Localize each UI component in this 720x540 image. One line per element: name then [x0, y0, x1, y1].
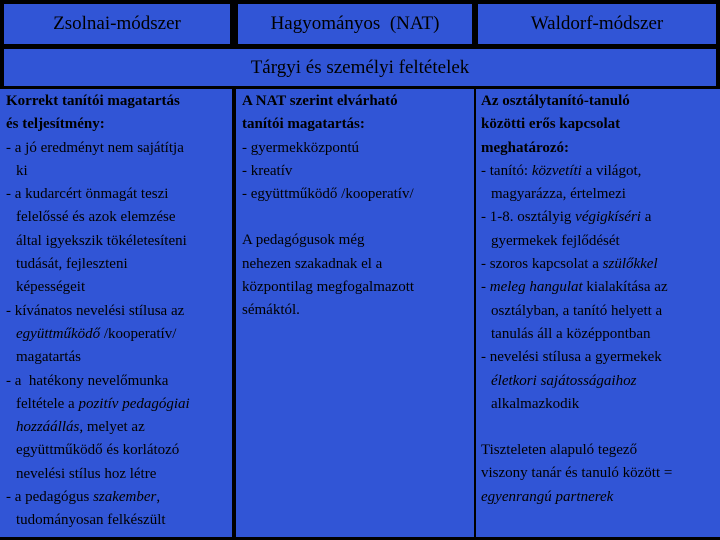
col1-line-4: felelőssé és azok elemzése	[16, 209, 176, 226]
col2-line-1: A NAT szerint elvárható	[242, 93, 398, 109]
col3-line-9-a: -	[481, 279, 490, 296]
col2-line-7: nehezen szakadnak el a	[242, 255, 383, 272]
col1-line-9-italic: együttműködő	[16, 325, 101, 342]
col3-line-6	[481, 206, 716, 229]
col3-line-10: osztályban, a tanító helyett a	[491, 302, 663, 319]
col2-line-8: központilag megfogalmazott	[242, 279, 415, 296]
col1-line-7: képességeit	[16, 279, 86, 296]
column-waldorf	[476, 89, 720, 537]
col1-line-2: ki	[16, 162, 28, 179]
col3-line-15: Tiszteleten alapuló tegező	[481, 442, 638, 459]
col1-line-5: által igyekszik tökéletesíteni	[16, 232, 187, 249]
col2-spacer	[242, 206, 470, 229]
header-zsolnai	[4, 4, 230, 44]
col1-line-3: - a kudarcért önmagát teszi	[6, 186, 169, 203]
col1-line-13-rest: melyet az	[83, 419, 145, 436]
col1-line-9	[6, 323, 228, 346]
header-zsolnai-label: Zsolnai-módszer	[53, 13, 181, 34]
col3-line-4	[481, 160, 716, 183]
col3-line-2: közötti erős kapcsolat	[481, 116, 621, 133]
col3-line-4-rest: a világot,	[581, 162, 642, 179]
col1-line-16	[6, 486, 228, 509]
col1-line-1: - a jó eredményt nem sajátítja	[6, 139, 184, 156]
col1-line-9-rest: /kooperatív/	[100, 325, 177, 342]
col2-line-5: - együttműködő /kooperatív/	[242, 186, 414, 203]
col1-line-11: - a hatékony nevelőmunka	[6, 372, 169, 389]
col1-line-15: nevelési stílus hoz létre	[16, 465, 157, 482]
col1-title-1: Korrekt tanítói magatartás	[6, 93, 180, 109]
col1-line-17: tudományosan felkészült	[16, 512, 166, 529]
col3-line-8-italic: szülőkkel	[602, 256, 658, 273]
col1-line-12-a: feltétele a	[16, 395, 79, 412]
col1-line-12	[6, 393, 228, 416]
col2-line-3: - gyermekközpontú	[242, 139, 360, 156]
col3-line-16: viszony tanár és tanuló között =	[481, 465, 673, 482]
col1-line-16-italic: szakember	[93, 489, 157, 506]
col3-line-9	[481, 276, 716, 299]
col3-spacer	[481, 416, 716, 439]
col1-line-16-rest: ,	[156, 489, 161, 506]
col1-line-13	[6, 416, 228, 439]
col3-line-4-italic: közvetíti	[531, 162, 582, 179]
subtitle	[4, 49, 716, 86]
col1-line-6: tudását, fejleszteni	[16, 256, 128, 273]
col3-line-6-italic: végigkíséri	[575, 209, 641, 226]
col1-line-14: együttműködő és korlátozó	[16, 442, 180, 459]
header-nat-label: Hagyományos (NAT)	[270, 13, 440, 34]
col3-line-12: - nevelési stílusa a gyermekek	[481, 349, 662, 366]
col3-line-6-a: - 1-8. osztályig	[481, 209, 576, 226]
header-waldorf	[478, 4, 716, 44]
col3-line-3: meghatározó:	[481, 139, 570, 156]
col3-line-6-rest: a	[640, 209, 652, 226]
col2-line-9: sémáktól.	[242, 302, 300, 319]
col1-line-12-italic: pozitív pedagógiai	[78, 395, 190, 412]
column-nat	[236, 89, 474, 537]
header-waldorf-label: Waldorf-módszer	[530, 13, 664, 34]
col3-line-17-italic: egyenrangú partnerek	[481, 488, 614, 505]
col2-line-6: A pedagógusok még	[242, 232, 365, 249]
col3-line-13-italic: életkori sajátosságaihoz	[491, 372, 637, 389]
col3-line-1: Az osztálytanító-tanuló	[481, 93, 630, 109]
col3-line-5: magyarázza, értelmezi	[491, 186, 626, 203]
col2-line-2: tanítói magatartás:	[242, 116, 365, 133]
col3-line-14: alkalmazkodik	[491, 395, 580, 412]
col3-line-4-a: - tanító:	[481, 162, 532, 179]
col3-line-17	[481, 486, 716, 509]
col3-line-8	[481, 253, 716, 276]
col1-title-2: és teljesítmény:	[6, 116, 105, 133]
header-nat	[238, 4, 472, 44]
column-zsolnai	[0, 89, 232, 537]
col1-line-13-italic: hozzáállás,	[16, 419, 84, 436]
col3-line-8-a: - szoros kapcsolat a	[481, 256, 603, 273]
col3-line-13	[481, 370, 716, 393]
col3-line-11: tanulás áll a középpontban	[491, 325, 651, 342]
col2-line-4: - kreatív	[242, 162, 293, 179]
col1-line-8: - kívánatos nevelési stílusa az	[6, 302, 185, 319]
col1-line-10: magatartás	[16, 349, 81, 366]
subtitle-label: Tárgyi és személyi feltételek	[250, 56, 470, 78]
col3-line-9-italic: meleg hangulat	[489, 279, 583, 296]
col3-line-9-rest: kialakítása az	[582, 279, 668, 296]
col3-line-7: gyermekek fejlődését	[491, 232, 620, 249]
col1-line-16-a: - a pedagógus	[6, 489, 94, 506]
